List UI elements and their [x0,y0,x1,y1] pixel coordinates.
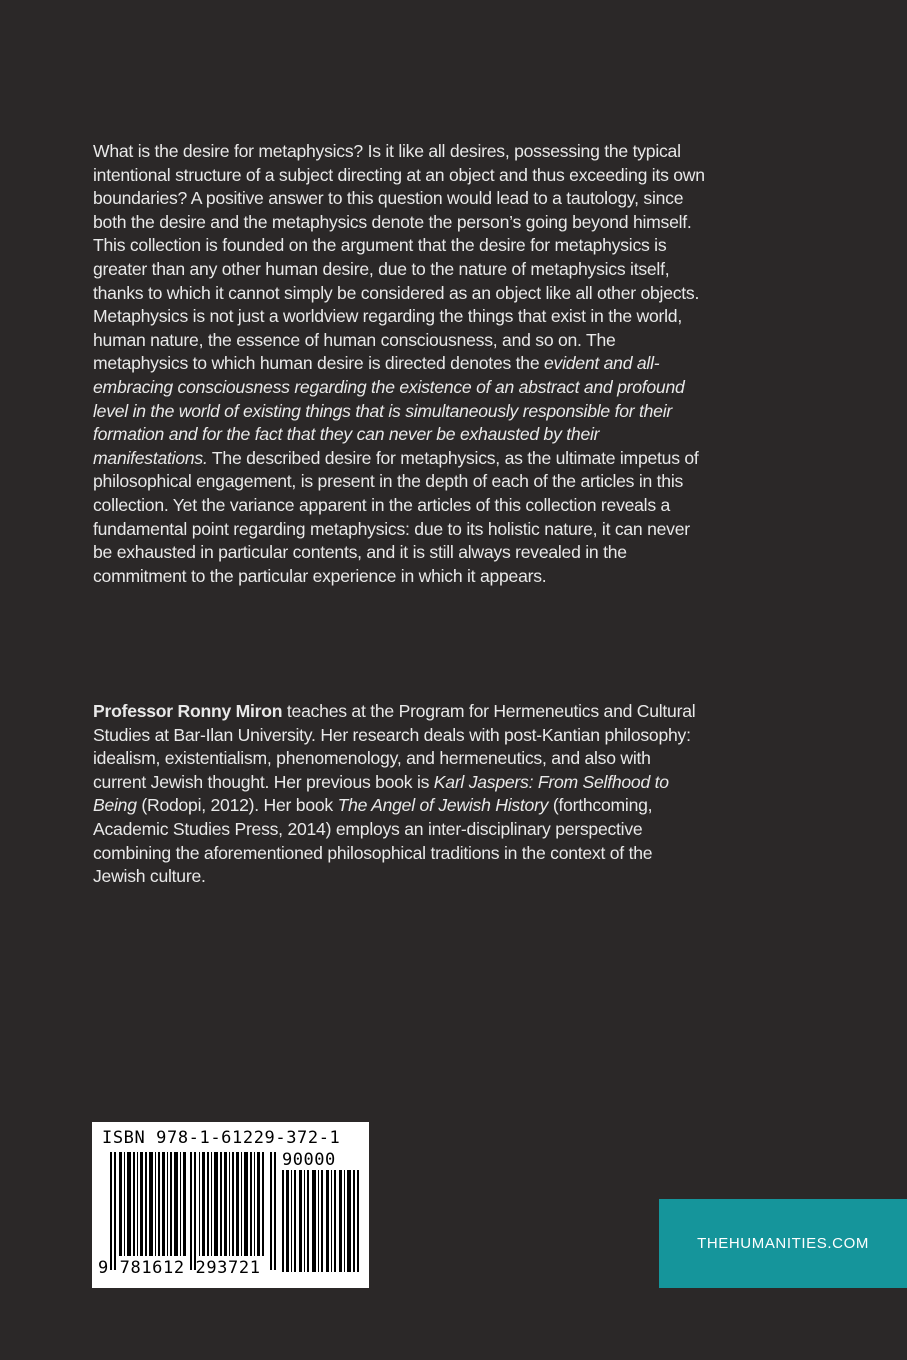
cover-blurb [93,140,705,588]
blurb-italic-definition: evident and all-embracing consciousness regarding the existence of an abstract and profound level in the world of existing things that is simultaneously responsible for their formation and for the fact that they can never be exhausted by their manifestations. [93,353,685,468]
author-name: Professor Ronny Miron [93,701,283,721]
barcode-addon-bars [282,1170,360,1272]
publisher-site-link[interactable]: THEHUMANITIES.COM [697,1235,869,1252]
bio-text-1: teaches at the Program for Hermeneutics and Cultural Studies at Bar-Ilan University. Her research deals with post-Kantian philosophy: idealism, existentialism, phenomenology, and hermeneutics, and also with current Jewish thought. Her previous book is [93,701,696,792]
barcode-main-bars [110,1152,276,1270]
isbn-barcode [92,1122,369,1288]
barcode-ean-digits: 9 781612 293721 [98,1258,261,1278]
bio-text-2: (Rodopi, 2012). Her book [136,795,338,816]
blurb-text-1: What is the desire for metaphysics? Is it like all desires, possessing the typical intentional structure of a subject directing at an object and thus exceeding its own boundaries? A positive answer to this question would lead to a tautology, since both the desire and the metaphysics denote the person’s going beyond himself. This collection is founded on the argument that the desire for metaphysics is greater than any other human desire, due to the nature of metaphysics itself, thanks to which it cannot simply be considered as an object like all other objects. Metaphysics is not just a worldview regarding the things that exist in the world, human nature, the essence of human consciousness, and so on. The metaphysics to which human desire is directed denotes the [93,141,705,374]
publisher-site-badge[interactable] [659,1199,907,1288]
bio-book-title-1: Karl Jaspers: From Selfhood to Being [93,771,669,816]
barcode-addon-digits: 90000 [282,1150,336,1170]
bio-book-title-2: The Angel of Jewish History [337,795,549,816]
blurb-text-2: The described desire for metaphysics, as the ultimate impetus of philosophical engagement, is present in the depth of each of the articles in this collection. Yet the variance apparent in the articles of this collection reveals a fundamental point regarding metaphysics: due to its holistic nature, it can never be exhausted in particular contents, and it is still always revealed in the commitment to the particular experience in which it appears. [93,447,699,586]
author-bio [93,700,705,889]
bio-text-3: (forthcoming, Academic Studies Press, 2014) employs an inter-disciplinary perspective combining the aforementioned philosophical traditions in the context of the Jewish culture. [93,795,653,887]
isbn-label: ISBN 978-1-61229-372-1 [102,1128,341,1148]
